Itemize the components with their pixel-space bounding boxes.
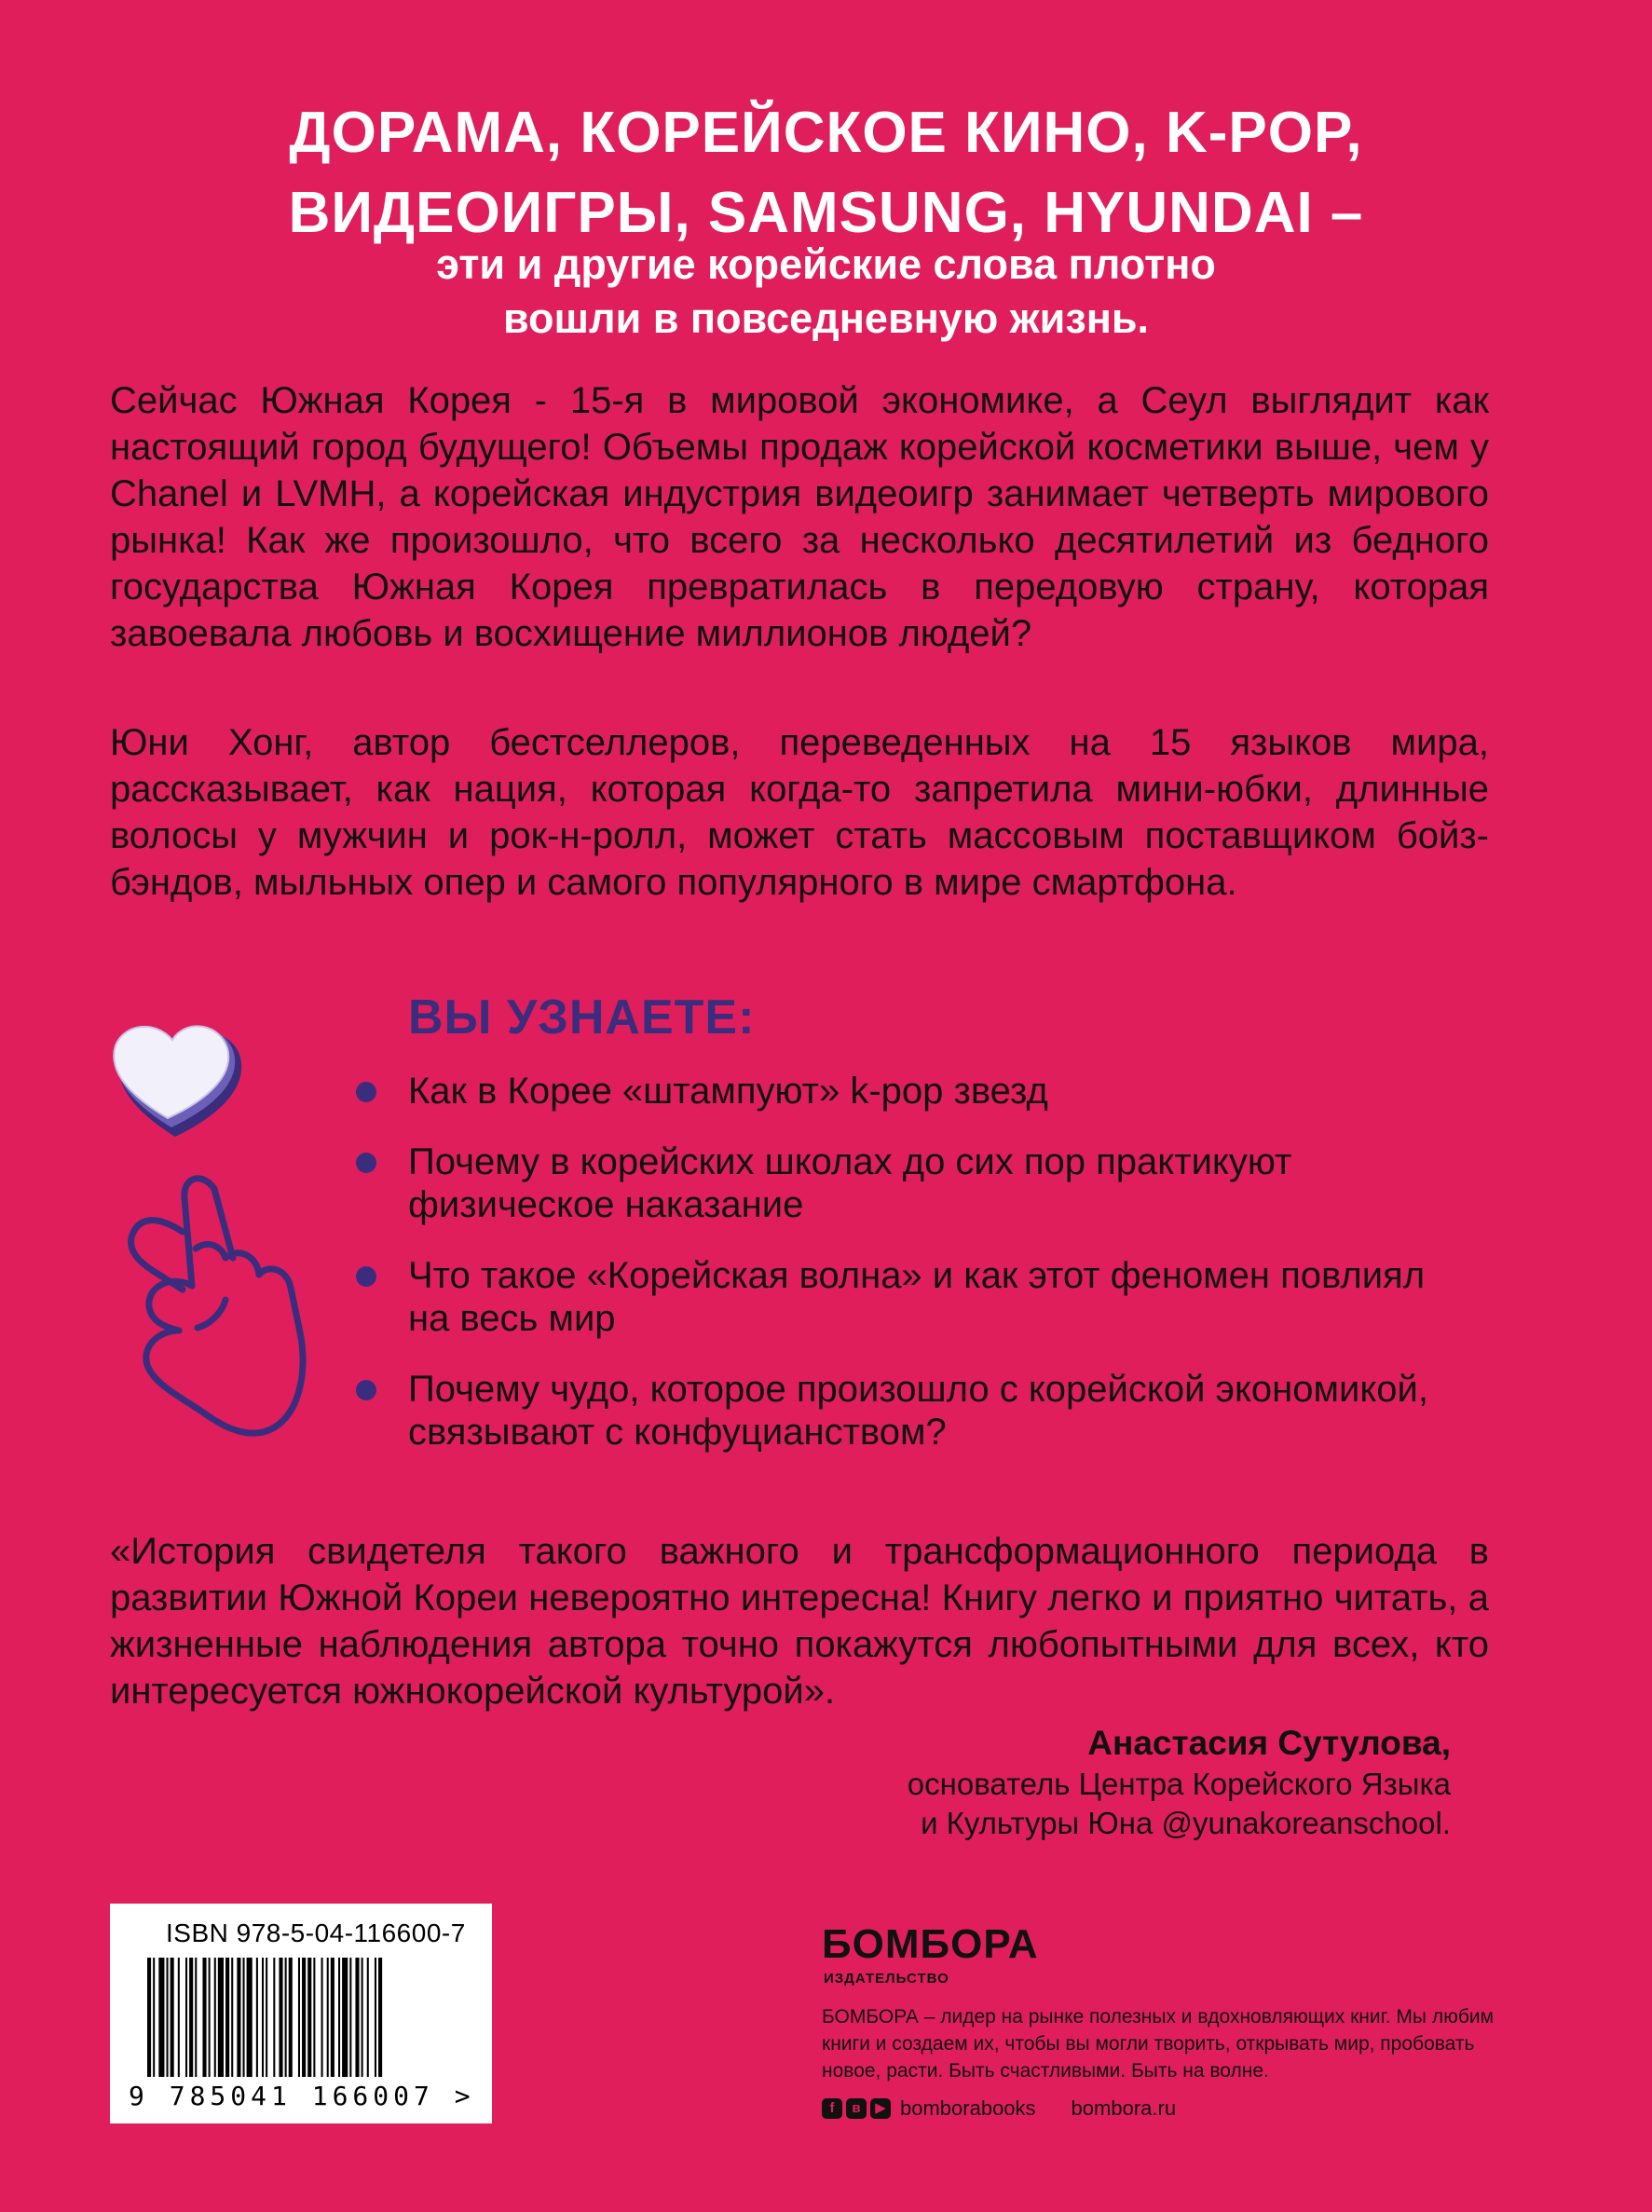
social-handle: bomborabooks (900, 2096, 1036, 2120)
learn-item (356, 1368, 1474, 1454)
publisher-socials (822, 2096, 1176, 2121)
publisher-description: БОМБОРА – лидер на рынке полезных и вдохновляющих книг. Мы любим книги и создаем их, чтобы вы могли творить, открывать мир, пробовать новое, расти. Быть счастливыми. Быть на волне. (822, 2006, 1495, 2082)
barcode-bar (171, 1958, 174, 2077)
barcode-bar (342, 1958, 348, 2077)
barcode-icon (147, 1958, 455, 2077)
barcode-bar (338, 1958, 340, 2077)
author-paragraph: Юни Хонг, автор бестселлеров, переведенных на 15 языков мира, рассказывает, как нация, которая когда-то запретила мини-юбки, длинные волосы у мужчин и рок-н-ролл, может стать массовым поставщиком бойз-бэндов, мыльных опер и самого популярного в мире смартфона. (110, 722, 1489, 903)
intro-paragraph: Сейчас Южная Корея - 15-я в мировой экономике, а Сеул выглядит как настоящий город будущего! Объемы продаж корейской косметики выше, чем у Chanel и LVMH, а корейская индустрия видеоигр занимает четверть мирового рынка! Как же произошло, что всего за несколько десятилетий из бедного государства Южная Корея превратилась в передовую страну, которая завоевала любовь и восхищение миллионов людей? (110, 380, 1489, 654)
learn-item-text: Что такое «Корейская волна» и как этот феномен повлиял на весь мир (408, 1255, 1426, 1339)
learn-item-text: Почему в корейских школах до сих пор практикуют физическое наказание (408, 1141, 1292, 1225)
barcode-bar (289, 1958, 293, 2077)
facebook-icon: f (822, 2098, 842, 2119)
isbn-label: ISBN 978-5-04-116600-7 (166, 1918, 466, 1947)
barcode-bar (214, 1958, 216, 2077)
vk-icon: в (846, 2098, 867, 2119)
learn-section-title: ВЫ УЗНАЕТЕ: (408, 990, 756, 1045)
barcode-bar (243, 1958, 245, 2077)
barcode-bar (266, 1958, 267, 2077)
barcode-bar (147, 1958, 151, 2077)
barcode-bar (375, 1958, 376, 2077)
barcode-bar (362, 1958, 363, 2077)
barcode-panel (110, 1904, 492, 2123)
publisher-subtitle: ИЗДАТЕЛЬСТВО (824, 1971, 949, 1987)
barcode-bar (209, 1958, 211, 2077)
publisher-logo: БОМБОРА (822, 1921, 1039, 1967)
attribution-name: Анастасия Сутулова (1087, 1724, 1441, 1762)
review-quote: «История свидетеля такого важного и трансформационного периода в развитии Южной Кореи невероятно интересна! Книгу легко и приятно читать, а жизненные наблюдения автора точно покажутся любопытными для всех, кто интересуется южнокорейской культурой». (110, 1531, 1489, 1712)
headline-line-2: ВИДЕОИГРЫ, SAMSUNG, HYUNDAI – (288, 181, 1364, 245)
barcode-bar (231, 1958, 233, 2077)
bullet-icon (356, 1266, 376, 1287)
barcode-bar (279, 1958, 282, 2077)
heart-icon (114, 1026, 241, 1137)
attribution-role-1: основатель Центра Корейского Языка (907, 1767, 1451, 1801)
barcode-bar (331, 1958, 334, 2077)
bullet-icon (356, 1153, 376, 1173)
barcode-bar (256, 1958, 258, 2077)
learn-item (356, 1140, 1474, 1226)
barcode-bar (247, 1958, 253, 2077)
barcode-bar (367, 1958, 369, 2077)
barcode-bar (307, 1958, 311, 2077)
barcode-bar (262, 1958, 264, 2077)
subheadline (0, 238, 1652, 346)
quote-attribution (612, 1722, 1451, 1843)
attribution-role-2: и Культуры Юна @yunakoreanschool. (921, 1806, 1451, 1840)
barcode-bar (189, 1958, 193, 2077)
barcode-bar (237, 1958, 240, 2077)
barcode-digits: 9 785041 166007 > (129, 2081, 475, 2111)
attribution-name-line: Анастасия Сутулова, (1087, 1724, 1451, 1762)
barcode-bar (313, 1958, 315, 2077)
barcode-bar (153, 1958, 155, 2077)
headline (0, 93, 1652, 253)
barcode-bar (273, 1958, 275, 2077)
finger-heart-illustration (93, 978, 335, 1463)
headline-line-1: ДОРАМА, КОРЕЙСКОЕ КИНО, K-POP, (289, 101, 1363, 165)
barcode-bar (302, 1958, 306, 2077)
barcode-bar (158, 1958, 164, 2077)
learn-item-text: Как в Корее «штампуют» k-pop звезд (408, 1071, 1048, 1112)
barcode-bar (355, 1958, 359, 2077)
hand-icon (131, 1179, 303, 1433)
barcode-bar (298, 1958, 300, 2077)
bullet-icon (356, 1082, 376, 1102)
barcode-bar (218, 1958, 224, 2077)
learn-item (356, 1070, 1474, 1113)
barcode-bar (378, 1958, 382, 2077)
bullet-icon (356, 1380, 376, 1400)
barcode-bar (195, 1958, 197, 2077)
learn-item-text: Почему чудо, которое произошло с корейской экономикой, связывают с конфуцианством? (408, 1369, 1428, 1453)
subheadline-line-1: эти и другие корейские слова плотно (436, 240, 1216, 288)
barcode-bar (178, 1958, 180, 2077)
barcode-bar (185, 1958, 187, 2077)
barcode-bar (321, 1958, 323, 2077)
barcode-bar (202, 1958, 206, 2077)
youtube-icon: ▶ (870, 2098, 891, 2119)
barcode-bar (167, 1958, 169, 2077)
learn-item (356, 1254, 1474, 1340)
subheadline-line-2: вошли в повседневную жизнь. (502, 294, 1150, 342)
website-link[interactable]: bombora.ru (1071, 2096, 1177, 2120)
barcode-bar (225, 1958, 229, 2077)
learn-list (356, 1070, 1474, 1481)
barcode-bar (327, 1958, 329, 2077)
barcode-bar (349, 1958, 351, 2077)
barcode-bar (285, 1958, 287, 2077)
